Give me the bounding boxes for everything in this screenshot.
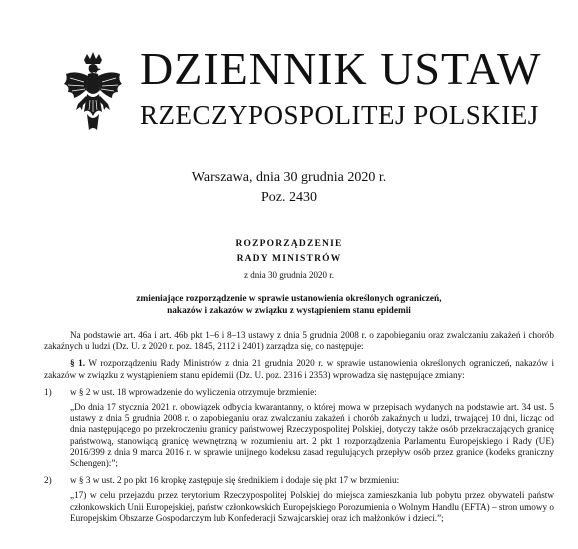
item-1-number: 1)	[44, 386, 52, 397]
preamble: Na podstawie art. 46a i art. 46b pkt 1–6 i 8–13 ustawy z dnia 5 grudnia 2008 r. o zapobieganiu oraz zwalczaniu zakażeń i chorób zakaźnych u ludzi (Dz. U. z 2020 r. poz. 1845, 2112 i 2401) zarządza się, co następuje:	[44, 330, 554, 352]
item-2-intro: w § 3 w ust. 2 po pkt 16 kropkę zastępuje się średnikiem i dodaje się pkt 17 w brzmieniu:	[70, 475, 400, 486]
section-1-label: § 1.	[70, 358, 85, 369]
item-2-number: 2)	[44, 475, 52, 486]
item-2-quote: „17) w celu przejazdu przez terytorium Rzeczypospolitej Polskiej do miejsca zamieszkania lub pobytu przez obywateli państw członkowskich Unii Europejskiej, państw członkowskich Europejskiego Porozumienia o Wolnym Handlu (EFTA) – stron umowy o Europejskim Obszarze Gospodarczym lub Konfederacji Szwajcarskiej oraz ich małżonków i dzieci.”;	[70, 490, 554, 523]
act-body	[44, 330, 554, 530]
gazette-subtitle: RZECZYPOSPOLITEJ POLSKIEJ	[140, 100, 539, 130]
gazette-title: DZIENNIK USTAW	[140, 43, 542, 94]
section-1-text: W rozporządzeniu Rady Ministrów z dnia 21 grudnia 2020 r. w sprawie ustanowienia określonych ograniczeń, nakazów i zakazów w związku z wystąpieniem stanu epidemii (Dz. U. poz. 2316 i 2353) wprowadza się następujące zmiany:	[44, 358, 555, 380]
polish-eagle-emblem-icon	[62, 52, 124, 134]
act-type: ROZPORZĄDZENIE	[235, 239, 343, 249]
act-subject: zmieniające rozporządzenie w sprawie ustanowienia określonych ograniczeń, nakazów i zakazów w związku z wystąpieniem stanu epidemii	[136, 294, 442, 316]
act-issuer: RADY MINISTRÓW	[236, 254, 342, 264]
item-1-intro: w § 2 w ust. 18 wprowadzenie do wyliczenia otrzymuje brzmienie:	[70, 386, 317, 397]
act-date: z dnia 30 grudnia 2020 r.	[244, 270, 334, 280]
amendment-item-2	[44, 475, 554, 486]
amendment-item-1	[44, 387, 554, 398]
issue-place-date: Warszawa, dnia 30 grudnia 2020 r.	[191, 170, 387, 185]
section-1	[44, 358, 554, 380]
issue-position: Poz. 2430	[261, 190, 317, 205]
item-1-quote: „Do dnia 17 stycznia 2021 r. obowiązek odbycia kwarantanny, o której mowa w przepisach wydanych na podstawie art. 34 ust. 5 ustawy z dnia 5 grudnia 2008 r. o zapobieganiu oraz zwalczaniu zakażeń i chorób zakaźnych u ludzi, trwającej 10 dni, licząc od dnia następującego po przekroczeniu granicy państwowej Rzeczypospolitej Polskiej, dotyczy także osób przekraczających granicę państwową, stanowiącą granicę wewnętrzną w rozumieniu art. 2 pkt 1 rozporządzenia Parlamentu Europejskiego i Rady (UE) 2016/399 z dnia 9 marca 2016 r. w sprawie unijnego kodeksu zasad regulujących przepływ osób przez granice (kodeks graniczny Schengen):”;	[70, 402, 554, 469]
